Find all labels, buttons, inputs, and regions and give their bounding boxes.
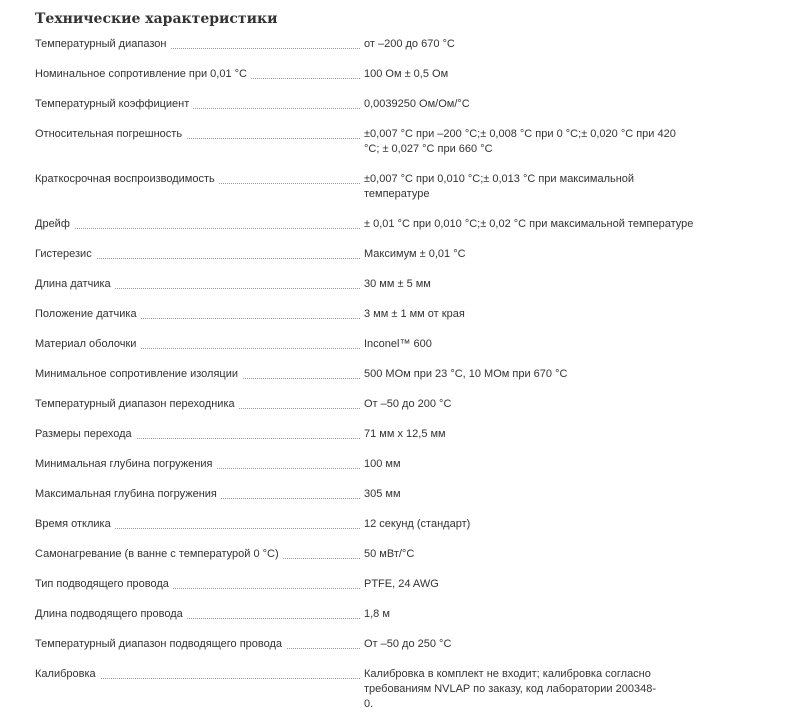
spec-value: Inconel™ 600 <box>364 338 432 350</box>
spec-label: Время отклика <box>35 517 360 532</box>
spec-value: 71 мм x 12,5 мм <box>364 428 446 440</box>
spec-label: Длина датчика <box>35 277 360 292</box>
section-title: Технические характеристики <box>35 11 278 27</box>
spec-label: Минимальное сопротивление изоляции <box>35 367 360 382</box>
spec-value: ±0,007 °C при –200 °C;± 0,008 °C при 0 °C;± 0,020 °C при 420 °C; ± 0,027 °C при 660 °C <box>364 128 676 155</box>
spec-label: Гистерезис <box>35 247 360 262</box>
spec-value: Максимум ± 0,01 °C <box>364 248 466 260</box>
spec-value: ± 0,01 °C при 0,010 °C;± 0,02 °C при максимальной температуре <box>364 218 694 230</box>
spec-value: ±0,007 °C при 0,010 °C;± 0,013 °C при максимальной температуре <box>364 173 635 200</box>
spec-label: Размеры перехода <box>35 427 360 442</box>
spec-label: Длина подводящего провода <box>35 607 360 622</box>
spec-label: Температурный диапазон <box>35 37 360 52</box>
spec-value: От –50 до 250 °C <box>364 638 452 650</box>
spec-value: PTFE, 24 AWG <box>364 578 439 590</box>
spec-label: Калибровка <box>35 667 360 682</box>
spec-value: От –50 до 200 °C <box>364 398 452 410</box>
spec-value: 100 мм <box>364 458 401 470</box>
spec-label: Материал оболочки <box>35 337 360 352</box>
spec-label: Температурный диапазон подводящего провода <box>35 637 360 652</box>
spec-label: Дрейф <box>35 217 360 232</box>
spec-value: 0,0039250 Ом/Ом/°C <box>364 98 470 110</box>
spec-value: от –200 до 670 °C <box>364 38 455 50</box>
spec-value: Калибровка в комплект не входит; калибровка согласно требованиям NVLAP по заказу, код лаборатории 200348-0. <box>364 668 656 710</box>
spec-value: 1,8 м <box>364 608 390 620</box>
spec-label: Минимальная глубина погружения <box>35 457 360 472</box>
spec-value: 500 МОм при 23 °C, 10 МОм при 670 °C <box>364 368 568 380</box>
spec-value: 305 мм <box>364 488 401 500</box>
spec-label: Относительная погрешность <box>35 127 360 142</box>
spec-value: 3 мм ± 1 мм от края <box>364 308 465 320</box>
spec-value: 30 мм ± 5 мм <box>364 278 431 290</box>
spec-label: Краткосрочная воспроизводимость <box>35 172 360 187</box>
spec-label: Номинальное сопротивление при 0,01 °C <box>35 67 360 82</box>
spec-value: 12 секунд (стандарт) <box>364 518 471 530</box>
spec-value: 100 Ом ± 0,5 Ом <box>364 68 449 80</box>
spec-label: Температурный коэффициент <box>35 97 360 112</box>
spec-label: Положение датчика <box>35 307 360 322</box>
spec-value: 50 мВт/°C <box>364 548 415 560</box>
spec-label: Тип подводящего провода <box>35 577 360 592</box>
spec-label: Самонагревание (в ванне с температурой 0 °C) <box>35 547 360 562</box>
spec-label: Температурный диапазон переходника <box>35 397 360 412</box>
spec-label: Максимальная глубина погружения <box>35 487 360 502</box>
